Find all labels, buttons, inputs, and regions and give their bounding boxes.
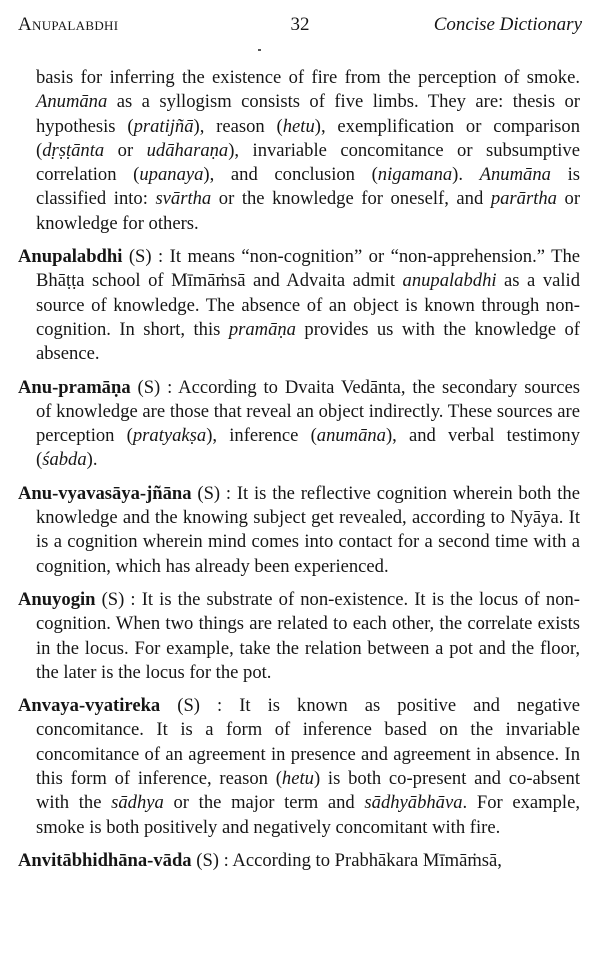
text-run: or knowledge for others.: [36, 188, 581, 234]
text-run: ), inference (: [206, 425, 317, 447]
italic-term: Anumāna: [479, 164, 551, 186]
entry-anvitabhidhana-vada: [18, 849, 580, 873]
text-run: or: [104, 139, 147, 161]
entry-anu-vyavasaya-jnana: [18, 482, 580, 579]
entry-headword: Anvitābhidhāna-vāda: [18, 849, 192, 871]
italic-term: parārtha: [490, 188, 557, 210]
italic-term: hetu: [281, 768, 314, 790]
text-run: as a syllogism consists of five limbs. They are: thesis or hypothesis (: [36, 91, 580, 137]
entry-language-tag: (S) :: [95, 588, 142, 610]
text-run: ), and verbal testimony (: [36, 425, 581, 471]
italic-term: nigamana: [377, 164, 453, 186]
text-run: ), exemplification or comparison (: [36, 115, 581, 161]
page-number: 32: [290, 14, 310, 35]
text-run: ), and conclusion (: [203, 164, 378, 186]
entry-language-tag: (S) :: [191, 849, 233, 871]
text-run: It is known as positive and negative concomitance. It is a form of inference based on the invariable concomitance of an agreement in presence and agreement in absence. In this form of inference, reason (: [36, 695, 580, 790]
text-run: ), invariable concomitance or subsumptive correlation (: [36, 139, 580, 186]
header-entry-guide: Anupalabdhi: [18, 14, 119, 35]
italic-term: sādhya: [111, 792, 164, 814]
italic-term: svārtha: [155, 188, 212, 210]
print-mark: [258, 49, 261, 51]
text-run: It means “non-cognition” or “non-apprehension.” The Bhāṭṭa school of Mīmāṁsā and Advaita admit: [36, 246, 580, 292]
entry-anupalabdhi: [18, 245, 580, 366]
italic-term: pramāṇa: [228, 318, 296, 340]
entry-language-tag: (S) :: [191, 482, 237, 504]
italic-term: śabda: [42, 449, 87, 471]
italic-term: pratijñā: [133, 115, 194, 137]
text-run: ).: [452, 164, 480, 186]
italic-term: anupalabdhi: [402, 270, 497, 292]
text-run: basis for inferring the existence of fire from the perception of smoke.: [36, 67, 580, 88]
entry-anuyogin: [18, 588, 580, 685]
text-run: provides us with the knowledge of absence.: [36, 318, 580, 365]
text-run: According to Dvaita Vedānta, the secondary sources of knowledge are those that reveal an object indirectly. These sources are perception (: [36, 376, 580, 447]
text-run: . For example, smoke is both positively and negatively concomitant with fire.: [36, 792, 580, 838]
text-run: is classified into:: [36, 164, 580, 210]
continued-entry-text: [18, 66, 580, 236]
page-body: [18, 66, 580, 873]
entry-anvaya-vyatireka: [18, 694, 580, 840]
entry-headword: Anupalabdhi: [18, 246, 123, 268]
entry-headword: Anuyogin: [18, 588, 96, 610]
text-run: or the knowledge for oneself, and: [211, 188, 491, 210]
entry-anu-pramana: [18, 376, 580, 473]
entry-language-tag: (S) :: [122, 246, 170, 268]
italic-term: upanaya: [139, 164, 204, 186]
italic-term: dṛṣṭānta: [42, 139, 105, 161]
italic-term: hetu: [282, 115, 315, 137]
italic-term: anumāna: [316, 425, 386, 447]
italic-term: udāharaṇa: [146, 139, 229, 161]
text-run: ) is both co-present and co-absent with the: [36, 768, 581, 814]
entry-headword: Anvaya-vyatireka: [18, 695, 161, 717]
text-run: It is the reflective cognition wherein both the knowledge and the knowing subject get revealed, according to Nyāya. It is a cognition wherein mind comes into contact for a second time with a cognition, which has already been experienced.: [36, 482, 580, 577]
entry-headword: Anu-pramāṇa: [18, 376, 131, 398]
entry-headword: Anu-vyavasāya-jñāna: [18, 482, 192, 504]
italic-term: Anumāna: [36, 91, 108, 113]
text-run: According to Prabhākara Mīmāṁsā,: [232, 849, 502, 871]
text-run: It is the substrate of non-existence. It is the locus of non-cognition. When two things are related to each other, the correlate exists in the locus. For example, take the relation between a pot and the floor, the later is the locus for the pot.: [36, 588, 581, 683]
italic-term: pratyakṣa: [132, 425, 207, 447]
text-run: ).: [86, 449, 98, 471]
italic-term: sādhyābhāva: [364, 792, 463, 814]
entry-language-tag: (S) :: [130, 376, 179, 398]
running-header: [18, 14, 582, 40]
text-run: ), reason (: [193, 115, 283, 137]
text-run: as a valid source of knowledge. The absence of an object is known through non-cognition. In short, this: [36, 270, 580, 340]
entry-language-tag: (S) :: [160, 695, 240, 717]
text-run: or the major term and: [163, 792, 365, 814]
book-title: Concise Dictionary: [433, 14, 582, 35]
